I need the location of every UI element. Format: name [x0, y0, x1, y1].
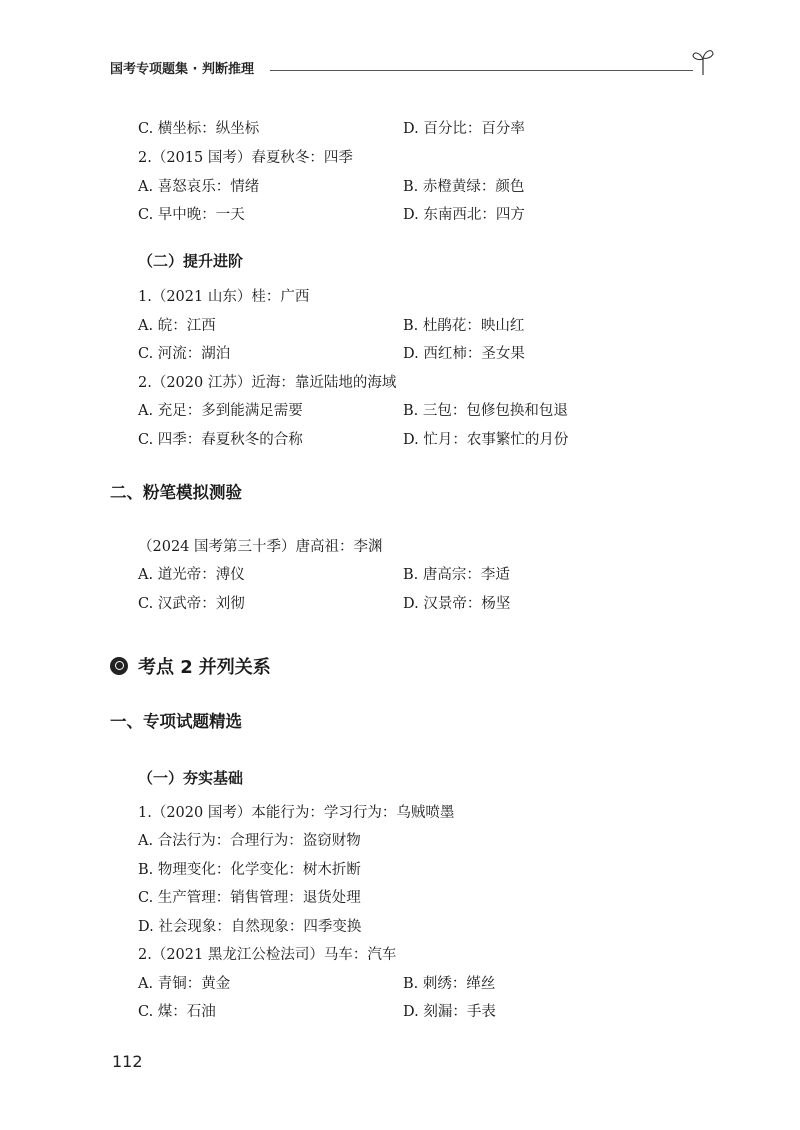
option-c: C. 早中晚：一天	[138, 207, 245, 223]
subsection-heading-advanced: （二）提升进阶	[138, 252, 244, 270]
option-c: C. 横坐标：纵坐标	[138, 121, 260, 137]
option-b: B. 刺绣：缂丝	[403, 976, 496, 992]
option-c: C. 河流：湖泊	[138, 346, 231, 362]
page-number: 112	[112, 1052, 143, 1071]
option-a: A. 喜怒哀乐：情绪	[138, 179, 260, 195]
option-d: D. 忙月：农事繁忙的月份	[403, 432, 569, 448]
question-stem: 1.（2020 国考）本能行为：学习行为：乌贼喷墨	[138, 805, 455, 821]
topic-heading	[110, 654, 271, 678]
option-a: A. 道光帝：溥仪	[138, 567, 245, 583]
option-a: A. 青铜：黄金	[138, 976, 231, 992]
question-stem: 1.（2021 山东）桂：广西	[138, 289, 310, 305]
option-d: D. 百分比：百分率	[403, 121, 525, 137]
option-b: B. 三包：包修包换和包退	[403, 403, 568, 419]
option-d: D. 刻漏：手表	[403, 1004, 496, 1020]
option-c: C. 汉武帝：刘彻	[138, 596, 245, 612]
topic-title: 并列关系	[198, 657, 271, 678]
option-a: A. 合法行为：合理行为：盗窃财物	[138, 833, 361, 849]
option-c: C. 煤：石油	[138, 1004, 216, 1020]
option-b: B. 物理变化：化学变化：树木折断	[138, 862, 361, 878]
option-a: A. 充足：多到能满足需要	[138, 403, 303, 419]
topic-bullet-icon	[110, 657, 128, 675]
question-stem: 2.（2015 国考）春夏秋冬：四季	[138, 150, 353, 166]
option-b: B. 唐高宗：李适	[403, 567, 510, 583]
option-d: D. 汉景帝：杨坚	[403, 596, 511, 612]
section-heading-mock: 二、粉笔模拟测验	[110, 483, 242, 502]
option-d: D. 东南西北：四方	[403, 207, 525, 223]
question-stem: 2.（2020 江苏）近海：靠近陆地的海域	[138, 375, 397, 391]
option-d: D. 社会现象：自然现象：四季变换	[138, 919, 362, 935]
option-c: C. 四季：春夏秋冬的合称	[138, 432, 303, 448]
option-b: B. 杜鹃花：映山红	[403, 318, 525, 334]
subsection-heading-basics: （一）夯实基础	[138, 769, 244, 787]
option-b: B. 赤橙黄绿：颜色	[403, 179, 525, 195]
question-stem: （2024 国考第三十季）唐高祖：李渊	[138, 539, 383, 555]
topic-number: 考点 2	[138, 657, 193, 678]
section-heading-selection: 一、专项试题精选	[110, 712, 242, 731]
option-c: C. 生产管理：销售管理：退货处理	[138, 890, 361, 906]
header-title: 国考专项题集 · 判断推理	[110, 62, 254, 77]
question-stem: 2.（2021 黑龙江公检法司）马车：汽车	[138, 947, 397, 963]
option-a: A. 皖：江西	[138, 318, 216, 334]
option-d: D. 西红柿：圣女果	[403, 346, 525, 362]
